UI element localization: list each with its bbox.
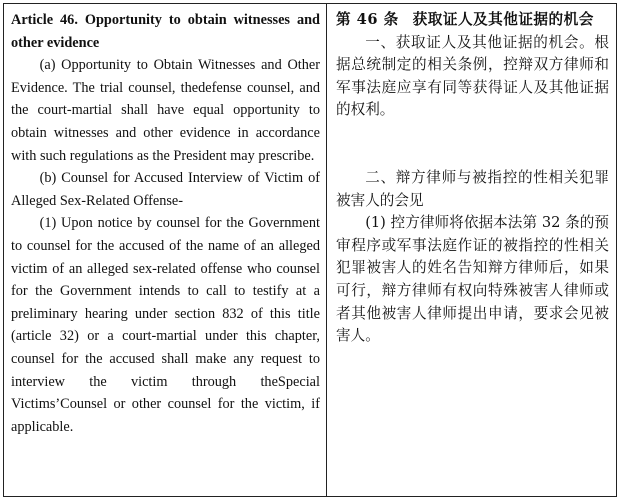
chinese-article-title [336, 9, 609, 32]
english-article-title: Article 46. Opportunity to obtain witnesses and other evidence [11, 12, 320, 51]
english-paragraph-b1: (1) Upon notice by counsel for the Government to counsel for the accused of the name of an alleged victim of an alleged sex-related offense who counsel for the Government intends to call to testify at a preliminary hearing under section 832 of this title (article 32) or a court-martial under this chapter, counsel for the accused shall make any request to interview the victim through theSpecial Victims’Counsel or other counsel for the victim, if applicable. [11, 215, 320, 435]
chinese-paragraph-1: 一、获取证人及其他证据的机会。根据总统制定的相关条例，控辩双方律师和军事法庭应享有同等获得证人及其他证据的权利。 [336, 33, 609, 119]
chinese-article-number: 第 46 条 [336, 11, 399, 28]
chinese-column [327, 4, 616, 496]
english-column [4, 4, 327, 496]
bilingual-table [3, 3, 617, 497]
chinese-article-heading: 获取证人及其他证据的机会 [412, 11, 594, 28]
column-spacer [336, 122, 609, 167]
english-paragraph-b: (b) Counsel for Accused Interview of Victim of Alleged Sex-Related Offense- [11, 170, 320, 209]
chinese-paragraph-2-1: (1) 控方律师将依据本法第 32 条的预审程序或军事法庭作证的被指控的性相关犯罪被害人的姓名告知辩方律师后，如果可行，辩方律师有权向特殊被害人律师或者其他被害人律师提出申请，要求会见被害人。 [336, 214, 609, 345]
chinese-paragraph-2: 二、辩方律师与被指控的性相关犯罪被害人的会见 [336, 168, 609, 209]
english-paragraph-a: (a) Opportunity to Obtain Witnesses and Other Evidence. The trial counsel, thedefense counsel, and the court-martial shall have equal opportunity to obtain witnesses and other evidence in accordance with such regulations as the President may prescribe. [11, 57, 320, 164]
